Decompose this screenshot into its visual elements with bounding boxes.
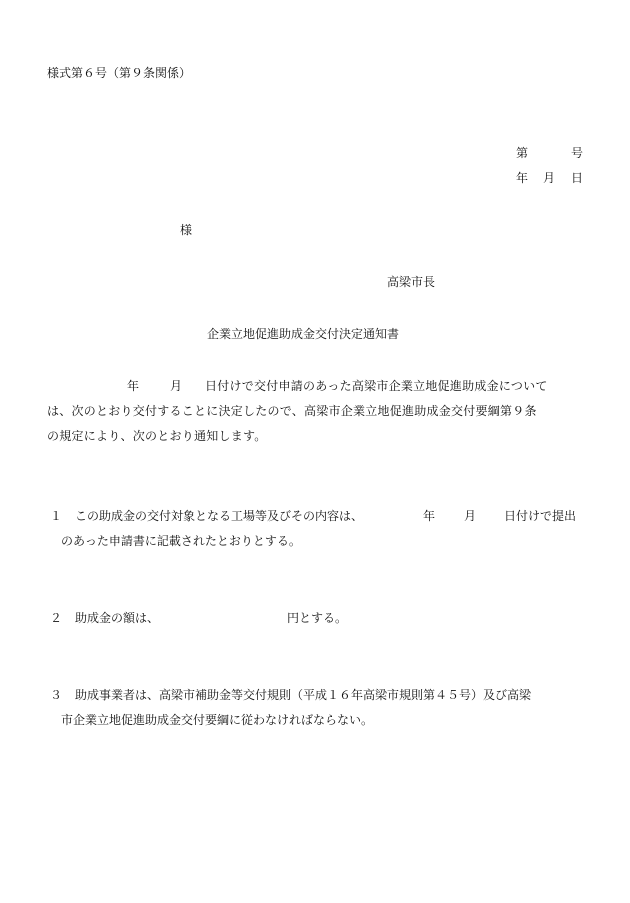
document-number-gou: 号 [571, 146, 584, 160]
intro-line-1: 日付けで交付申請のあった高梁市企業立地促進助成金について [205, 379, 548, 393]
item-1-year: 年 [423, 509, 436, 523]
document-number-dai: 第 [516, 146, 529, 160]
item-1-line-2: のあった申請書に記載されたとおりとする。 [61, 534, 301, 548]
item-1-line-1b: 日付けで提出 [504, 509, 577, 523]
form-number: 様式第６号（第９条関係） [47, 66, 192, 80]
item-1-line-1a: この助成金の交付対象となる工場等及びその内容は、 [75, 509, 364, 523]
intro-paragraph [47, 379, 587, 443]
intro-year: 年 [127, 379, 140, 393]
intro-month: 月 [170, 379, 183, 393]
recipient-honorific: 様 [180, 223, 193, 237]
item-1-month: 月 [464, 509, 477, 523]
item-3-line-2: 市企業立地促進助成金交付要綱に従わなければならない。 [61, 713, 374, 727]
intro-line-2: は、次のとおり交付することに決定したので、高梁市企業立地促進助成金交付要綱第９条 [47, 404, 537, 418]
issue-date-month: 月 [543, 171, 556, 185]
item-2-line-1a: 助成金の額は、 [75, 611, 160, 625]
document-title: 企業立地促進助成金交付決定通知書 [207, 327, 400, 341]
item-number: ２ [50, 611, 63, 625]
issuer-name: 高梁市長 [387, 275, 436, 289]
intro-line-3: の規定により、次のとおり通知します。 [47, 429, 267, 443]
item-number: ３ [50, 688, 63, 702]
item-2-line-1b: 円とする。 [287, 611, 348, 625]
issue-date-year: 年 [516, 171, 529, 185]
item-3-line-1: 助成事業者は、高梁市補助金等交付規則（平成１６年高梁市規則第４５号）及び高梁 [75, 688, 532, 702]
issue-date-day: 日 [571, 171, 584, 185]
item-number: １ [50, 509, 63, 523]
